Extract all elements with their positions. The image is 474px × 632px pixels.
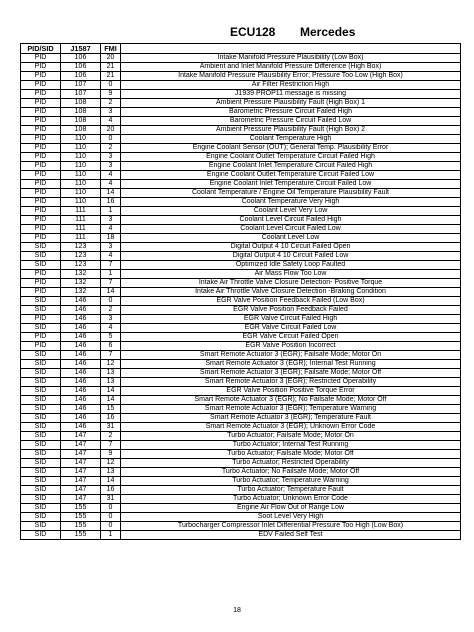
table-row <box>21 144 461 153</box>
cell-description: Smart Remote Actuator 3 (EGR); Internal Test Running <box>121 360 461 369</box>
cell-pid-sid: SID <box>21 459 61 468</box>
cell-fmi: 14 <box>101 387 121 396</box>
cell-pid-sid: SID <box>21 477 61 486</box>
cell-j1587: 146 <box>61 342 101 351</box>
cell-fmi: 31 <box>101 495 121 504</box>
ecu-title: ECU128 <box>230 25 276 39</box>
cell-fmi: 0 <box>101 513 121 522</box>
cell-pid-sid: SID <box>21 405 61 414</box>
cell-pid-sid: PID <box>21 189 61 198</box>
cell-fmi: 13 <box>101 468 121 477</box>
table-row <box>21 423 461 432</box>
cell-fmi: 4 <box>101 225 121 234</box>
cell-fmi: 4 <box>101 117 121 126</box>
table-row <box>21 108 461 117</box>
table-row <box>21 225 461 234</box>
table-row <box>21 216 461 225</box>
cell-pid-sid: SID <box>21 396 61 405</box>
cell-description: Barometric Pressure Circuit Failed Low <box>121 117 461 126</box>
cell-j1587: 110 <box>61 153 101 162</box>
cell-fmi: 6 <box>101 342 121 351</box>
cell-description: Ambient Pressure Plausibility Fault (High Box) 2 <box>121 126 461 135</box>
cell-description: Air Mass Flow Too Low <box>121 270 461 279</box>
cell-fmi: 2 <box>101 432 121 441</box>
cell-j1587: 146 <box>61 297 101 306</box>
cell-j1587: 132 <box>61 270 101 279</box>
table-row <box>21 324 461 333</box>
table-row <box>21 207 461 216</box>
cell-j1587: 110 <box>61 180 101 189</box>
cell-pid-sid: SID <box>21 522 61 531</box>
cell-description: EGR Valve Position Feedback Failed <box>121 306 461 315</box>
cell-fmi: 12 <box>101 459 121 468</box>
table-row <box>21 342 461 351</box>
table-row <box>21 270 461 279</box>
cell-description: Smart Remote Actuator 3 (EGR); Failsafe Mode; Motor Off <box>121 369 461 378</box>
cell-j1587: 155 <box>61 513 101 522</box>
cell-j1587: 110 <box>61 171 101 180</box>
cell-j1587: 147 <box>61 486 101 495</box>
cell-description: Intake Air Throttle Valve Closure Detection -Braking Condition <box>121 288 461 297</box>
cell-j1587: 108 <box>61 99 101 108</box>
cell-pid-sid: SID <box>21 261 61 270</box>
cell-fmi: 15 <box>101 405 121 414</box>
cell-description: Digital Output 4 10 Circuit Failed Low <box>121 252 461 261</box>
cell-description: Intake Air Throttle Valve Closure Detection- Positive Torque <box>121 279 461 288</box>
table-row <box>21 198 461 207</box>
cell-j1587: 147 <box>61 477 101 486</box>
cell-j1587: 147 <box>61 459 101 468</box>
cell-description: Air Filter Restriction High <box>121 81 461 90</box>
cell-fmi: 16 <box>101 198 121 207</box>
cell-j1587: 155 <box>61 504 101 513</box>
cell-fmi: 7 <box>101 351 121 360</box>
cell-pid-sid: SID <box>21 468 61 477</box>
table-row <box>21 405 461 414</box>
cell-fmi: 0 <box>101 81 121 90</box>
cell-j1587: 111 <box>61 207 101 216</box>
cell-fmi: 3 <box>101 315 121 324</box>
table-row <box>21 297 461 306</box>
cell-pid-sid: SID <box>21 423 61 432</box>
cell-j1587: 146 <box>61 306 101 315</box>
cell-fmi: 2 <box>101 99 121 108</box>
cell-pid-sid: PID <box>21 162 61 171</box>
cell-description: Coolant Level Very Low <box>121 207 461 216</box>
cell-fmi: 3 <box>101 162 121 171</box>
cell-j1587: 147 <box>61 495 101 504</box>
cell-pid-sid: SID <box>21 450 61 459</box>
cell-description: Smart Remote Actuator 3 (EGR); No Failsafe Mode; Motor Off <box>121 396 461 405</box>
cell-j1587: 147 <box>61 450 101 459</box>
cell-j1587: 146 <box>61 351 101 360</box>
table-row <box>21 414 461 423</box>
cell-fmi: 3 <box>101 216 121 225</box>
table-row <box>21 531 461 540</box>
cell-pid-sid: SID <box>21 324 61 333</box>
cell-fmi: 0 <box>101 522 121 531</box>
cell-pid-sid: PID <box>21 72 61 81</box>
cell-pid-sid: PID <box>21 216 61 225</box>
cell-fmi: 14 <box>101 477 121 486</box>
cell-fmi: 16 <box>101 414 121 423</box>
cell-fmi: 7 <box>101 441 121 450</box>
cell-fmi: 2 <box>101 144 121 153</box>
cell-fmi: 0 <box>101 297 121 306</box>
page-number: 18 <box>233 607 241 614</box>
cell-pid-sid: PID <box>21 81 61 90</box>
cell-pid-sid: SID <box>21 495 61 504</box>
cell-pid-sid: PID <box>21 63 61 72</box>
cell-j1587: 110 <box>61 189 101 198</box>
cell-description: J1939 PROP11 message is missing <box>121 90 461 99</box>
table-row <box>21 441 461 450</box>
cell-description: Barometric Pressure Circuit Failed High <box>121 108 461 117</box>
table-row <box>21 504 461 513</box>
table-row <box>21 54 461 63</box>
cell-j1587: 146 <box>61 333 101 342</box>
cell-description: Soot Level Very High <box>121 513 461 522</box>
cell-j1587: 123 <box>61 252 101 261</box>
cell-pid-sid: SID <box>21 513 61 522</box>
cell-description: Coolant Temperature / Engine Oil Temperature Plausibility Fault <box>121 189 461 198</box>
cell-j1587: 106 <box>61 72 101 81</box>
fault-code-table <box>20 43 461 540</box>
document-header <box>160 25 460 39</box>
cell-fmi: 21 <box>101 63 121 72</box>
cell-j1587: 107 <box>61 90 101 99</box>
cell-pid-sid: PID <box>21 198 61 207</box>
cell-pid-sid: PID <box>21 90 61 99</box>
cell-fmi: 0 <box>101 504 121 513</box>
cell-description: Digital Output 4 10 Circuit Failed Open <box>121 243 461 252</box>
cell-fmi: 16 <box>101 486 121 495</box>
cell-pid-sid: SID <box>21 441 61 450</box>
cell-j1587: 146 <box>61 423 101 432</box>
cell-description: Intake Manifold Pressure Plausibility (Low Box) <box>121 54 461 63</box>
cell-pid-sid: PID <box>21 342 61 351</box>
column-header-fmi: FMI <box>101 44 121 54</box>
table-row <box>21 162 461 171</box>
table-row <box>21 63 461 72</box>
cell-description: Coolant Temperature High <box>121 135 461 144</box>
table-row <box>21 306 461 315</box>
cell-pid-sid: PID <box>21 270 61 279</box>
cell-pid-sid: PID <box>21 54 61 63</box>
cell-fmi: 1 <box>101 531 121 540</box>
cell-description: Ambient Pressure Plausibility Fault (High Box) 1 <box>121 99 461 108</box>
cell-j1587: 108 <box>61 126 101 135</box>
cell-description: Turbocharger Compressor Inlet Differential Pressure Too High (Low Box) <box>121 522 461 531</box>
table-row <box>21 351 461 360</box>
cell-pid-sid: PID <box>21 144 61 153</box>
cell-description: EGR Valve Circuit Failed High <box>121 315 461 324</box>
table-body <box>21 54 461 540</box>
cell-j1587: 146 <box>61 414 101 423</box>
cell-pid-sid: PID <box>21 126 61 135</box>
cell-description: Engine Coolant Outlet Temperature Circuit Failed High <box>121 153 461 162</box>
cell-pid-sid: SID <box>21 486 61 495</box>
cell-j1587: 146 <box>61 369 101 378</box>
cell-j1587: 110 <box>61 144 101 153</box>
table-row <box>21 261 461 270</box>
cell-description: Coolant Level Circuit Failed High <box>121 216 461 225</box>
column-header-j1587: J1587 <box>61 44 101 54</box>
cell-description: Turbo Actuator; Failsafe Mode; Motor On <box>121 432 461 441</box>
table-row <box>21 522 461 531</box>
cell-pid-sid: SID <box>21 306 61 315</box>
cell-fmi: 4 <box>101 324 121 333</box>
table-row <box>21 333 461 342</box>
table-row <box>21 486 461 495</box>
cell-description: Engine Coolant Inlet Temperature Circuit Failed Low <box>121 180 461 189</box>
cell-fmi: 14 <box>101 288 121 297</box>
table-row <box>21 117 461 126</box>
table-row <box>21 153 461 162</box>
cell-fmi: 4 <box>101 171 121 180</box>
cell-j1587: 106 <box>61 63 101 72</box>
cell-pid-sid: PID <box>21 225 61 234</box>
cell-fmi: 14 <box>101 189 121 198</box>
cell-fmi: 3 <box>101 243 121 252</box>
cell-description: Smart Remote Actuator 3 (EGR); Temperature Fault <box>121 414 461 423</box>
cell-fmi: 13 <box>101 369 121 378</box>
cell-description: Coolant Temperature Very High <box>121 198 461 207</box>
column-header-pid-sid: PID/SID <box>21 44 61 54</box>
table-row <box>21 81 461 90</box>
cell-description: Optimized Idle Safety Loop Faulted <box>121 261 461 270</box>
table-header-row <box>21 44 461 54</box>
column-header-description <box>121 44 461 54</box>
cell-fmi: 12 <box>101 360 121 369</box>
table-row <box>21 378 461 387</box>
cell-fmi: 4 <box>101 180 121 189</box>
cell-j1587: 110 <box>61 162 101 171</box>
table-row <box>21 99 461 108</box>
table-row <box>21 369 461 378</box>
cell-description: EGR Valve Position Incorrect <box>121 342 461 351</box>
cell-j1587: 147 <box>61 468 101 477</box>
table-row <box>21 288 461 297</box>
cell-fmi: 4 <box>101 252 121 261</box>
table-row <box>21 135 461 144</box>
table-row <box>21 171 461 180</box>
cell-fmi: 31 <box>101 423 121 432</box>
cell-pid-sid: PID <box>21 153 61 162</box>
cell-j1587: 146 <box>61 324 101 333</box>
cell-pid-sid: PID <box>21 315 61 324</box>
table-row <box>21 315 461 324</box>
table-row <box>21 252 461 261</box>
table-row <box>21 243 461 252</box>
table-row <box>21 477 461 486</box>
cell-description: EDV Failed Self Test <box>121 531 461 540</box>
cell-description: Turbo Actuator; Failsafe Mode; Motor Off <box>121 450 461 459</box>
table-row <box>21 450 461 459</box>
cell-j1587: 111 <box>61 234 101 243</box>
cell-fmi: 3 <box>101 108 121 117</box>
table-row <box>21 180 461 189</box>
cell-description: Turbo Actuator; No Failsafe Mode; Motor Off <box>121 468 461 477</box>
table-row <box>21 432 461 441</box>
cell-fmi: 7 <box>101 261 121 270</box>
cell-description: Smart Remote Actuator 3 (EGR); Restricted Operability <box>121 378 461 387</box>
cell-pid-sid: SID <box>21 432 61 441</box>
cell-pid-sid: PID <box>21 108 61 117</box>
cell-description: Smart Remote Actuator 3 (EGR); Failsafe Mode; Motor On <box>121 351 461 360</box>
cell-j1587: 146 <box>61 360 101 369</box>
cell-j1587: 155 <box>61 531 101 540</box>
cell-fmi: 0 <box>101 135 121 144</box>
cell-description: EGR Valve Position Feedback Failed (Low Box) <box>121 297 461 306</box>
cell-fmi: 13 <box>101 378 121 387</box>
table-row <box>21 468 461 477</box>
table-row <box>21 513 461 522</box>
cell-fmi: 3 <box>101 153 121 162</box>
table-row <box>21 126 461 135</box>
table-row <box>21 279 461 288</box>
cell-j1587: 132 <box>61 279 101 288</box>
cell-j1587: 147 <box>61 441 101 450</box>
table-row <box>21 459 461 468</box>
cell-pid-sid: SID <box>21 360 61 369</box>
table-row <box>21 360 461 369</box>
cell-description: EGR Valve Position Positive Torque Error <box>121 387 461 396</box>
cell-pid-sid: PID <box>21 279 61 288</box>
cell-j1587: 111 <box>61 216 101 225</box>
cell-j1587: 123 <box>61 261 101 270</box>
table-row <box>21 495 461 504</box>
cell-pid-sid: PID <box>21 288 61 297</box>
cell-j1587: 146 <box>61 378 101 387</box>
cell-pid-sid: PID <box>21 171 61 180</box>
cell-pid-sid: SID <box>21 252 61 261</box>
cell-j1587: 110 <box>61 198 101 207</box>
cell-fmi: 18 <box>101 234 121 243</box>
cell-description: Smart Remote Actuator 3 (EGR); Temperature Warning <box>121 405 461 414</box>
cell-j1587: 132 <box>61 288 101 297</box>
cell-description: Coolant Level Circuit Failed Low <box>121 225 461 234</box>
table-row <box>21 396 461 405</box>
cell-fmi: 21 <box>101 72 121 81</box>
cell-fmi: 20 <box>101 126 121 135</box>
table-row <box>21 189 461 198</box>
cell-j1587: 108 <box>61 108 101 117</box>
cell-description: Turbo Actuator; Restricted Operability <box>121 459 461 468</box>
cell-j1587: 146 <box>61 396 101 405</box>
cell-description: Turbo Actuator; Internal Test Running <box>121 441 461 450</box>
cell-description: EGR Valve Circuit Failed Low <box>121 324 461 333</box>
make-title: Mercedes <box>300 25 356 39</box>
cell-pid-sid: SID <box>21 387 61 396</box>
cell-pid-sid: PID <box>21 333 61 342</box>
cell-pid-sid: SID <box>21 531 61 540</box>
cell-pid-sid: PID <box>21 135 61 144</box>
cell-pid-sid: PID <box>21 180 61 189</box>
cell-pid-sid: SID <box>21 297 61 306</box>
cell-pid-sid: SID <box>21 243 61 252</box>
cell-pid-sid: PID <box>21 234 61 243</box>
cell-j1587: 146 <box>61 405 101 414</box>
cell-fmi: 2 <box>101 306 121 315</box>
cell-fmi: 1 <box>101 207 121 216</box>
cell-description: Engine Air Flow Out of Range Low <box>121 504 461 513</box>
cell-j1587: 111 <box>61 225 101 234</box>
cell-j1587: 123 <box>61 243 101 252</box>
table-row <box>21 72 461 81</box>
cell-description: Engine Coolant Inlet Temperature Circuit Failed High <box>121 162 461 171</box>
cell-pid-sid: PID <box>21 207 61 216</box>
cell-description: Intake Manifold Pressure Plausibility Error; Pressure Too Low (High Box) <box>121 72 461 81</box>
cell-fmi: 20 <box>101 54 121 63</box>
cell-fmi: 14 <box>101 396 121 405</box>
cell-pid-sid: SID <box>21 351 61 360</box>
cell-j1587: 147 <box>61 432 101 441</box>
cell-pid-sid: SID <box>21 378 61 387</box>
cell-description: Turbo Actuator; Unknown Error Code <box>121 495 461 504</box>
cell-description: Coolant Level Low <box>121 234 461 243</box>
cell-fmi: 9 <box>101 450 121 459</box>
cell-pid-sid: SID <box>21 504 61 513</box>
cell-pid-sid: PID <box>21 117 61 126</box>
cell-j1587: 110 <box>61 135 101 144</box>
cell-description: EGR Valve Circuit Failed Open <box>121 333 461 342</box>
cell-j1587: 146 <box>61 315 101 324</box>
cell-pid-sid: SID <box>21 369 61 378</box>
cell-j1587: 155 <box>61 522 101 531</box>
cell-fmi: 1 <box>101 270 121 279</box>
table-row <box>21 234 461 243</box>
table-row <box>21 90 461 99</box>
cell-fmi: 7 <box>101 279 121 288</box>
cell-j1587: 108 <box>61 117 101 126</box>
cell-description: Ambient and Inlet Manifold Pressure Difference (High Box) <box>121 63 461 72</box>
cell-description: Turbo Actuator; Temperature Warning <box>121 477 461 486</box>
cell-pid-sid: SID <box>21 414 61 423</box>
cell-description: Smart Remote Actuator 3 (EGR); Unknown Error Code <box>121 423 461 432</box>
cell-j1587: 106 <box>61 54 101 63</box>
cell-description: Turbo Actuator; Temperature Fault <box>121 486 461 495</box>
cell-j1587: 107 <box>61 81 101 90</box>
cell-fmi: 5 <box>101 333 121 342</box>
cell-j1587: 146 <box>61 387 101 396</box>
cell-description: Engine Coolant Sensor (OUT); General Temp. Plausibility Error <box>121 144 461 153</box>
cell-fmi: 9 <box>101 90 121 99</box>
table-row <box>21 387 461 396</box>
cell-description: Engine Coolant Outlet Temperature Circuit Failed Low <box>121 171 461 180</box>
cell-pid-sid: PID <box>21 99 61 108</box>
